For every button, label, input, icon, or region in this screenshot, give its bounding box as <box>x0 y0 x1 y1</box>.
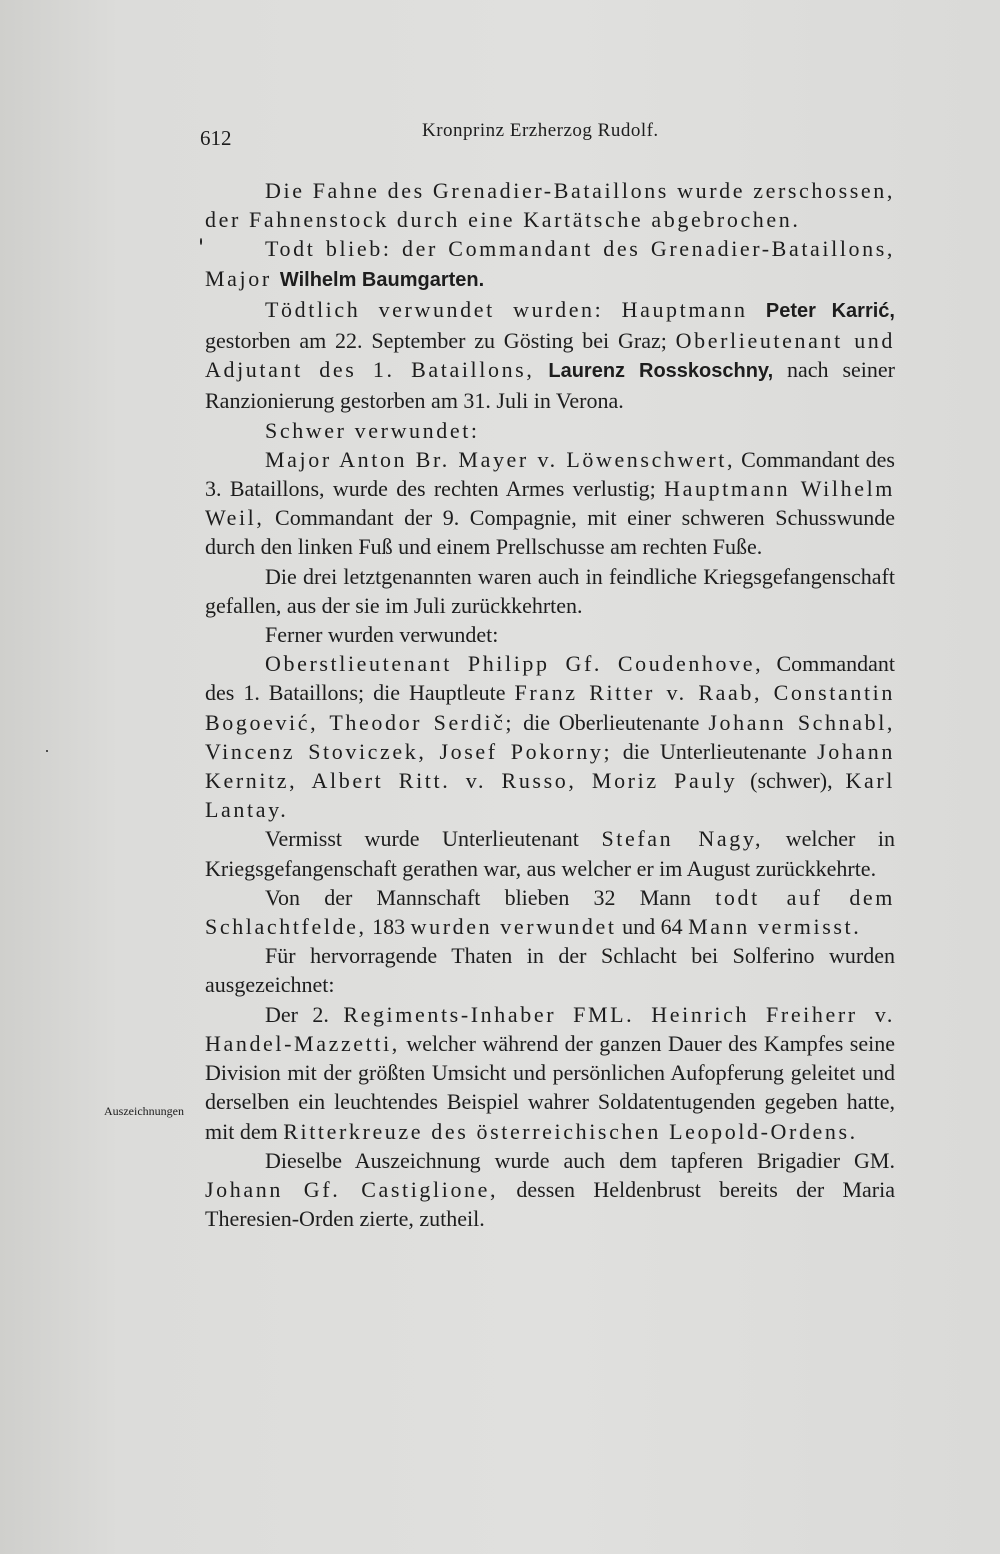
person-name: Peter Karrić, <box>765 299 895 322</box>
text-run: Der 2. <box>265 1001 344 1027</box>
paragraph-decorations-intro <box>205 941 895 999</box>
text-run: todt auf dem Schlachtfelde, <box>205 884 895 940</box>
text-run: Stefan Nagy, <box>601 826 764 852</box>
paragraph-killed <box>205 234 895 294</box>
text-run: Oberstlieutenant Philipp Gf. Coudenhove, <box>265 651 764 677</box>
text-run: 183 <box>366 914 411 940</box>
text-run: Schwer verwundet: <box>265 417 480 443</box>
text-run: Commandant der 9. Compagnie, mit einer schweren Schusswunde durch den linken Fuß und einem Prellschusse am rechten Fuße. <box>205 505 895 560</box>
text-run: die Oberlieutenante <box>514 709 709 735</box>
text-run <box>534 357 548 382</box>
paragraph-captivity <box>205 562 895 620</box>
paragraph-mortally-wounded <box>205 295 895 416</box>
text-run: Regiments-Inhaber FML. Heinrich Freiherr v. Handel-Mazzetti, <box>205 1001 895 1056</box>
text-run: Commandant des 1. Bataillons; die Hauptleute <box>205 651 895 706</box>
text-run: dessen Heldenbrust bereits der Maria Theresien-Orden zierte, zutheil. <box>205 1176 895 1232</box>
text-run: welcher während der ganzen Dauer des Kampfes seine Division mit der größten Umsicht und persönlichen Aufopferung geleitet und derselben ein leuchtendes Beispiel wahrer Soldatentugenden gegeben hatte, mit dem <box>205 1030 895 1144</box>
text-run: Oberlieutenant und Adjutant des 1. Bataillons, <box>205 328 895 383</box>
paragraph-heading-wounded <box>205 620 895 649</box>
text-run: Tödtlich verwundet wurden: Hauptmann <box>265 296 766 322</box>
text-run: (schwer), <box>737 768 846 794</box>
margin-note: Auszeichnungen <box>104 1104 184 1118</box>
paragraph-decoration-handel <box>205 1000 895 1146</box>
text-run: Ritterkreuze des österreichischen Leopold-Ordens. <box>283 1118 858 1144</box>
page-header <box>200 118 900 158</box>
text-run: wurden verwundet <box>410 914 617 940</box>
paragraph-decoration-castiglione <box>205 1146 895 1234</box>
text-run: welcher in Kriegsgefangenschaft gerathen war, aus welcher er im August zurückkehrte. <box>205 826 895 881</box>
paragraph-wounded <box>205 649 895 824</box>
body-text <box>205 176 895 1233</box>
text-run: gestorben am 22. September zu Gösting bei Graz; <box>205 328 676 354</box>
running-title: Kronprinz Erzherzog Rudolf. <box>422 120 659 141</box>
person-name: Wilhelm Baumgarten. <box>279 268 485 291</box>
text-run: und 64 <box>616 914 689 940</box>
text-run: Die drei letztgenannten waren auch in feindliche Kriegsgefangenschaft gefallen, aus der sie im Juli zurückkehrten. <box>205 563 895 618</box>
text-run: Dieselbe Auszeichnung wurde auch dem tapferen Brigadier GM. <box>265 1147 895 1173</box>
paragraph-heading-severely-wounded <box>205 416 895 445</box>
text-run: nach seiner Ranzionierung gestorben am 31. Juli in Verona. <box>205 357 895 414</box>
scan-speck <box>200 238 202 245</box>
text-run: Ferner wurden verwundet: <box>265 622 499 648</box>
paragraph-severely-wounded <box>205 445 895 562</box>
text-run: Johann Gf. Castiglione, <box>205 1176 499 1202</box>
text-run: Die Fahne des Grenadier-Bataillons wurde zerschossen, der Fahnenstock durch eine Kartätsche abgebrochen. <box>205 178 895 233</box>
text-run: Todt blieb: der Commandant des Grenadier-Bataillons, Major <box>205 236 895 291</box>
text-run: Johann Kernitz, Albert Ritt. v. Russo, Moriz Pauly <box>205 738 895 794</box>
text-run: Karl Lantay. <box>205 768 895 823</box>
text-run: Major Anton Br. Mayer v. Löwenschwert, <box>265 446 736 472</box>
text-run: Johann Schnabl, Vincenz Stoviczek, Josef Pokorny; <box>205 709 896 764</box>
text-run: Vermisst wurde Unterlieutenant <box>265 826 602 852</box>
text-run: Mann vermisst. <box>688 914 862 940</box>
scan-speck <box>46 750 48 752</box>
text-run: Von der Mannschaft blieben 32 Mann <box>265 884 716 910</box>
paragraph-missing <box>205 824 895 882</box>
text-run: Hauptmann Wilhelm Weil, <box>205 476 895 531</box>
page-number: 612 <box>200 126 232 150</box>
paragraph-flag <box>205 176 895 234</box>
paragraph-casualties <box>205 883 895 941</box>
person-name: Laurenz Rosskoschny, <box>548 360 774 383</box>
text-run: Commandant des 3. Bataillons, wurde des rechten Armes verlustig; <box>205 446 895 502</box>
text-run: Für hervorragende Thaten in der Schlacht bei Solferino wurden ausgezeichnet: <box>205 943 895 998</box>
text-run: die Unterlieutenante <box>612 738 818 764</box>
text-run: Franz Ritter v. Raab, Constantin Bogoević, Theodor Serdič; <box>205 680 895 735</box>
